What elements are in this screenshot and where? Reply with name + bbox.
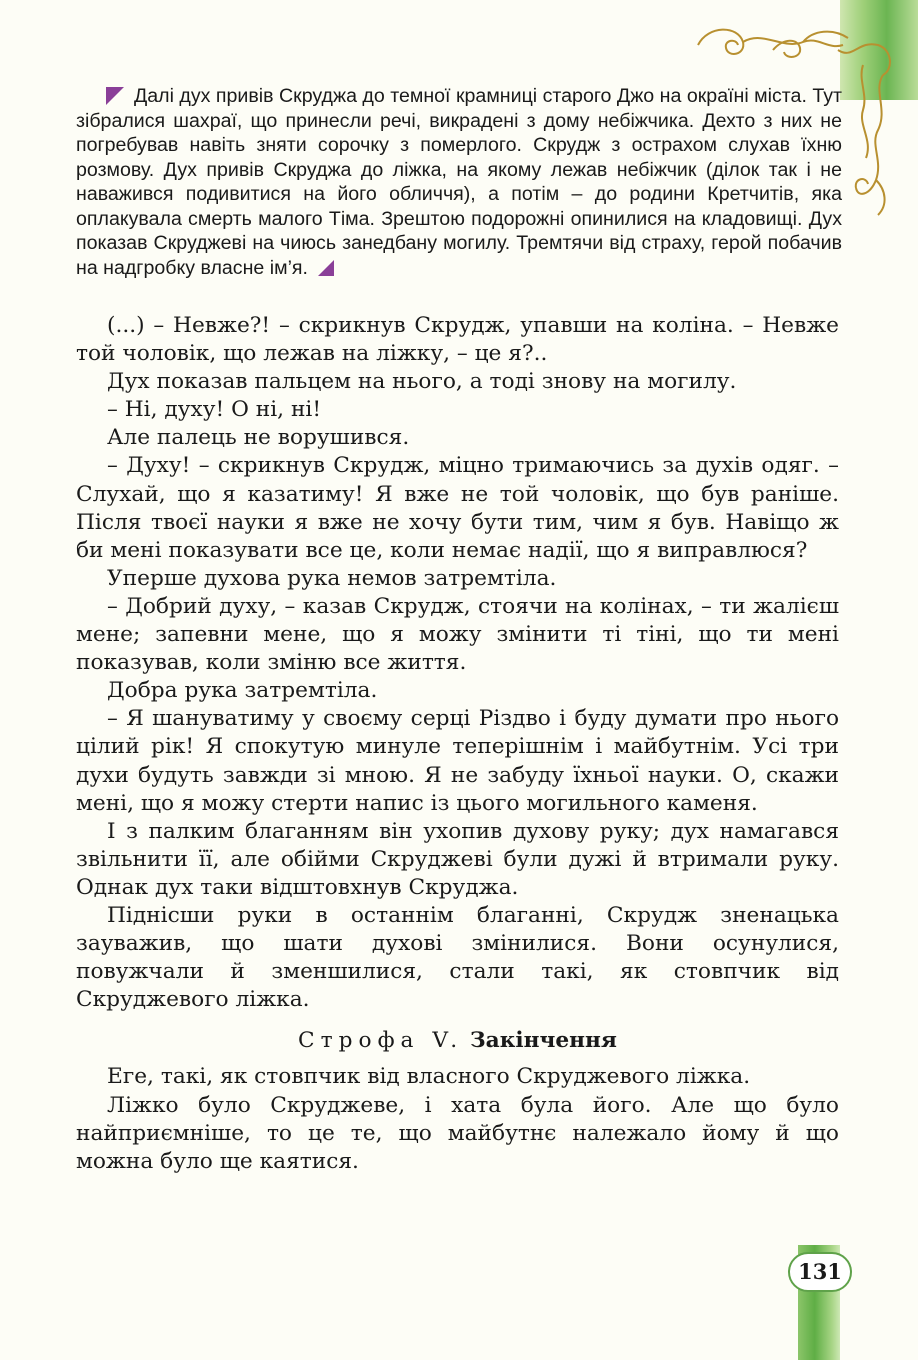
- section-label: Строфа V.: [298, 1028, 464, 1054]
- triangle-end-marker-icon: [318, 260, 334, 276]
- section-title: Закінчення: [470, 1028, 617, 1054]
- section-heading: [76, 1027, 839, 1055]
- paragraph: – Я шануватиму у своєму серці Різдво і буду думати про нього цілий рік! Я спокутую минуле теперішнім і майбутнім. Усі три духи будуть завжди зі мною. Я не забуду їхньої науки. О, скажи мені, що я можу стерти напис із цього могильного каменя.: [76, 706, 839, 816]
- summary-text: Далі дух привів Скруджа до темної крамниці старого Джо на окраїні міста. Тут зібралися шахраї, що принесли речі, викрадені з дому небіжчика. Дехто з них не погребував навіть зняти сорочку з померлого. Скрудж з острахом слухав їхню розмову. Дух привів Скруджа до ліжка, на якому лежав небіжчик (ділок так і не наважився подивитися на його обличчя), а потім – до родини Кретчитів, яка оплакувала смерть малого Тіма. Зрештою подорожні опинилися на кладовищі. Дух показав Скруджеві на чиюсь занедбану могилу. Тремтячи від страху, герой побачив на надгробку власне ім’я.: [76, 85, 842, 279]
- triangle-marker-icon: [106, 87, 124, 105]
- page-number: 131: [788, 1252, 852, 1292]
- paragraph: – Добрий духу, – казав Скрудж, стоячи на колінах, – ти жалієш мене; запевни мене, що я можу змінити ті тіні, що ти мені показував, коли зміню все життя.: [76, 593, 839, 676]
- paragraph: Піднісши руки в останнім благанні, Скрудж зненацька зауважив, що шати духові змінилися. Вони осунулися, повужчали й зменшилися, стали такі, як стовпчик від Скруджевого ліжка.: [76, 902, 839, 1013]
- summary-block: [76, 84, 842, 280]
- paragraph: Ліжко було Скруджеве, і хата була його. Але що було найприємніше, то це те, що майбутнє належало йому й що можна було ще каятися.: [76, 1092, 839, 1174]
- paragraph: Добра рука затремтіла.: [107, 678, 378, 704]
- paragraph: Еге, такі, як стовпчик від власного Скруджевого ліжка.: [107, 1064, 751, 1090]
- paragraph: Але палець не ворушився.: [107, 425, 410, 451]
- story-text: [76, 312, 839, 1176]
- paragraph: Дух показав пальцем на нього, а тоді знову на могилу.: [107, 369, 737, 395]
- paragraph: (...) – Невже?! – скрикнув Скрудж, упавши на коліна. – Невже той чоловік, що лежав на ліжку, – це я?..: [76, 313, 839, 367]
- paragraph: – Духу! – скрикнув Скрудж, міцно тримаючись за духів одяг. – Слухай, що я казатиму! Я вже не той чоловік, що був раніше. Після твоєї науки я вже не хочу бути тим, чим я був. Навіщо ж би мені показувати все це, коли немає надії, що я виправлюся?: [76, 453, 839, 563]
- paragraph: І з палким благанням він ухопив духову руку; дух намагався звільнити її, але обійми Скруджеві були дужі й втримали руку. Однак дух таки відштовхнув Скруджа.: [76, 818, 839, 900]
- paragraph: – Ні, духу! О ні, ні!: [107, 397, 322, 423]
- paragraph: Уперше духова рука немов затремтіла.: [107, 565, 557, 591]
